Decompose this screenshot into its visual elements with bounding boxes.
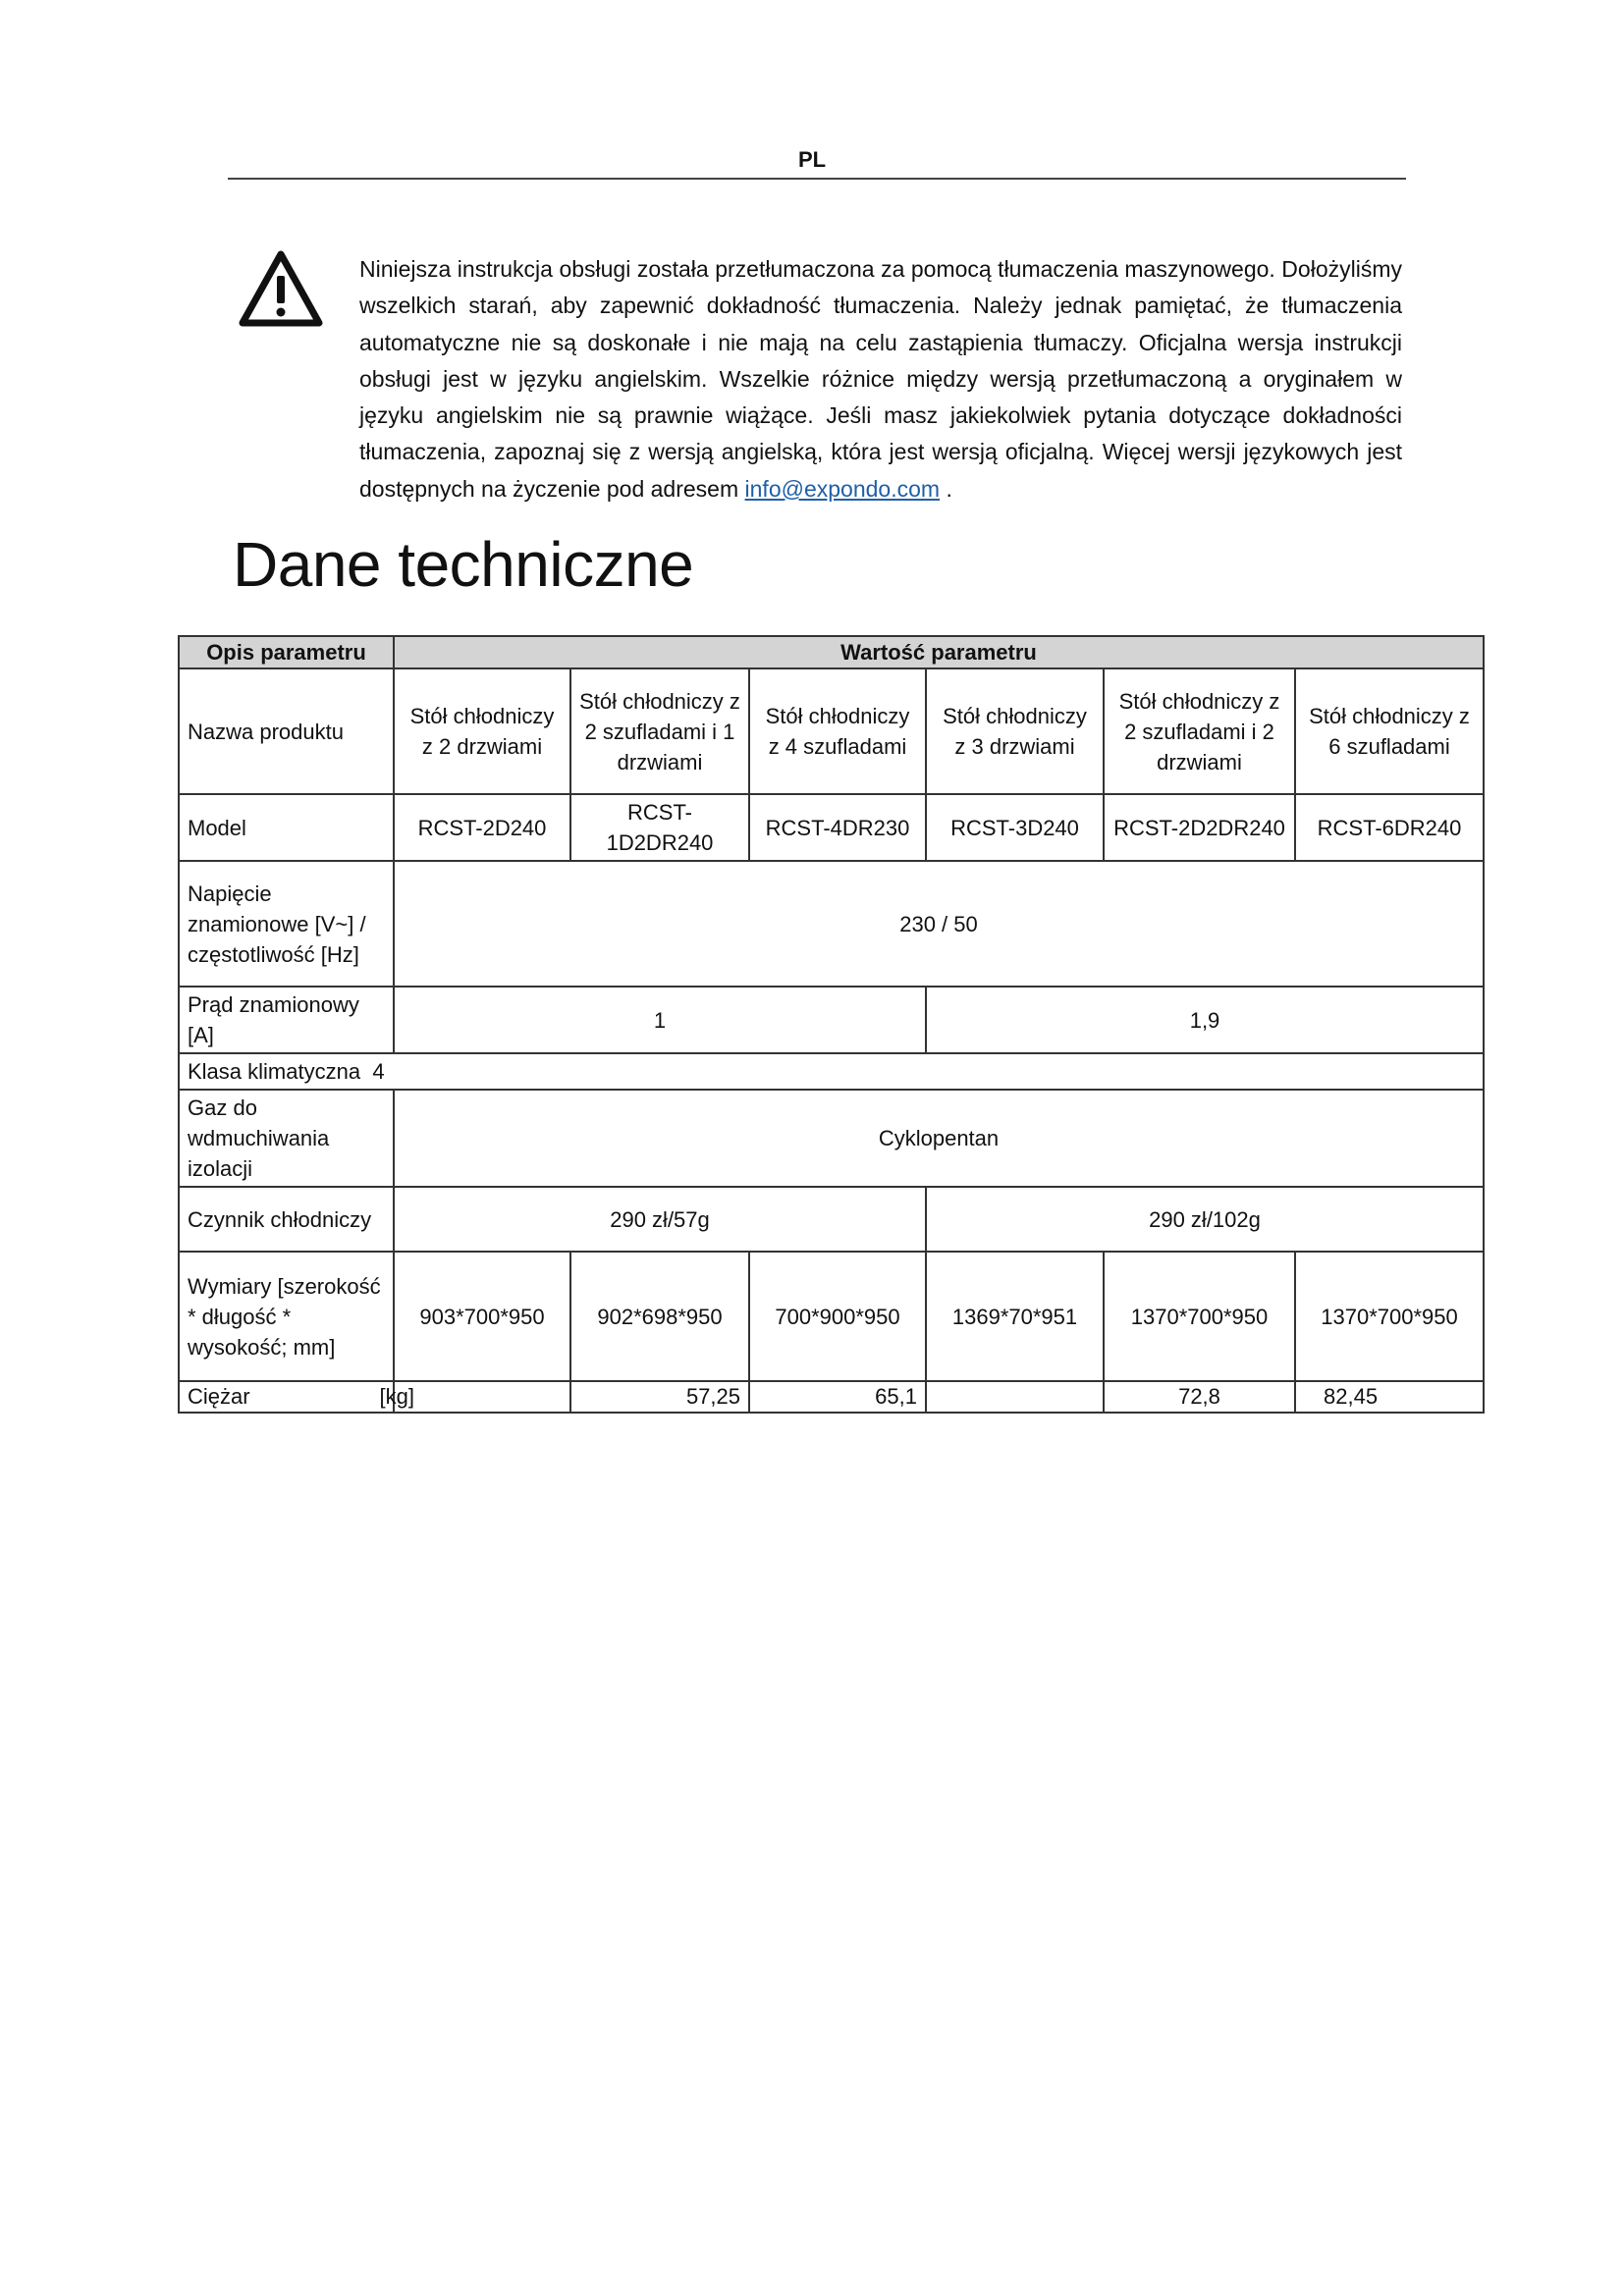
product-name-cell: Stół chłodniczy z 3 drzwiami — [926, 668, 1104, 794]
current-value-a: 1 — [394, 987, 926, 1053]
dimensions-cell: 1370*700*950 — [1295, 1252, 1484, 1381]
weight-unit: [kg] — [379, 1384, 414, 1409]
label-dimensions: Wymiary [szerokość * długość * wysokość; mm] — [179, 1252, 394, 1381]
model-cell: RCST-2D240 — [394, 794, 570, 861]
weight-cell: 82,45 — [1295, 1381, 1484, 1413]
header-divider — [228, 178, 1406, 180]
section-title: Dane techniczne — [233, 529, 694, 600]
row-climate-class — [179, 1053, 1484, 1090]
row-voltage — [179, 861, 1484, 987]
row-weight — [179, 1381, 1484, 1413]
row-dimensions — [179, 1252, 1484, 1381]
dimensions-cell: 903*700*950 — [394, 1252, 570, 1381]
weight-cell: 57,25 — [570, 1381, 749, 1413]
product-name-cell: Stół chłodniczy z 2 szufladami i 1 drzwiami — [570, 668, 749, 794]
label-product-name: Nazwa produktu — [179, 668, 394, 794]
row-model — [179, 794, 1484, 861]
table-header-row — [179, 636, 1484, 668]
current-value-b: 1,9 — [926, 987, 1484, 1053]
warning-icon — [239, 250, 323, 327]
row-insulation-gas — [179, 1090, 1484, 1187]
refrigerant-value-a: 290 zł/57g — [394, 1187, 926, 1252]
dimensions-cell: 1369*70*951 — [926, 1252, 1104, 1381]
row-refrigerant — [179, 1187, 1484, 1252]
model-cell: RCST-2D2DR240 — [1104, 794, 1295, 861]
dimensions-cell: 700*900*950 — [749, 1252, 926, 1381]
product-name-cell: Stół chłodniczy z 6 szufladami — [1295, 668, 1484, 794]
dimensions-cell: 1370*700*950 — [1104, 1252, 1295, 1381]
label-climate-class: Klasa klimatyczna — [188, 1059, 361, 1084]
product-name-cell: Stół chłodniczy z 4 szufladami — [749, 668, 926, 794]
voltage-value: 230 / 50 — [394, 861, 1484, 987]
disclaimer-text: Niniejsza instrukcja obsługi została przetłumaczona za pomocą tłumaczenia maszynowego. Dołożyliśmy wszelkich starań, aby zapewnić dokładność tłumaczenia. Należy jednak pamiętać, że tłumaczenia automatyczne nie są doskonałe i nie mają na celu zastąpienia tłumaczy. Oficjalna wersja instrukcji obsługi jest w języku angielskim. Wszelkie różnice między wersją przetłumaczoną a oryginałem w języku angielskim nie są prawnie wiążące. Jeśli masz jakiekolwiek pytania dotyczące dokładności tłumaczenia, zapoznaj się z wersją angielską, która jest wersją oficjalną. Więcej wersji językowych jest dostępnych na życzenie pod adresem — [359, 256, 1402, 502]
product-name-cell: Stół chłodniczy z 2 szufladami i 2 drzwiami — [1104, 668, 1295, 794]
label-current: Prąd znamionowy [A] — [179, 987, 394, 1053]
row-current — [179, 987, 1484, 1053]
technical-data-table — [178, 635, 1485, 1414]
climate-class-cell — [179, 1053, 1484, 1090]
support-email-link[interactable]: info@expondo.com — [744, 475, 941, 502]
insulation-gas-value: Cyklopentan — [394, 1090, 1484, 1187]
header-param-value: Wartość parametru — [394, 636, 1484, 668]
climate-class-value: 4 — [372, 1059, 385, 1084]
label-voltage: Napięcie znamionowe [V~] / częstotliwość [Hz] — [179, 861, 394, 987]
translation-disclaimer — [359, 251, 1402, 507]
page-language-header: PL — [797, 147, 827, 172]
weight-cell: 72,8 — [1104, 1381, 1295, 1413]
disclaimer-suffix: . — [940, 475, 952, 502]
model-cell: RCST-1D2DR240 — [570, 794, 749, 861]
label-insulation-gas: Gaz do wdmuchiwania izolacji — [179, 1090, 394, 1187]
label-weight: Ciężar — [188, 1384, 250, 1409]
label-weight-cell — [179, 1381, 414, 1413]
weight-cell — [394, 1381, 570, 1413]
product-name-cell: Stół chłodniczy z 2 drzwiami — [394, 668, 570, 794]
refrigerant-value-b: 290 zł/102g — [926, 1187, 1484, 1252]
model-cell: RCST-3D240 — [926, 794, 1104, 861]
header-param-description: Opis parametru — [179, 636, 394, 668]
label-refrigerant: Czynnik chłodniczy — [179, 1187, 394, 1252]
weight-cell — [926, 1381, 1104, 1413]
label-model: Model — [179, 794, 394, 861]
row-product-name — [179, 668, 1484, 794]
model-cell: RCST-4DR230 — [749, 794, 926, 861]
model-cell: RCST-6DR240 — [1295, 794, 1484, 861]
dimensions-cell: 902*698*950 — [570, 1252, 749, 1381]
weight-cell: 65,1 — [749, 1381, 926, 1413]
